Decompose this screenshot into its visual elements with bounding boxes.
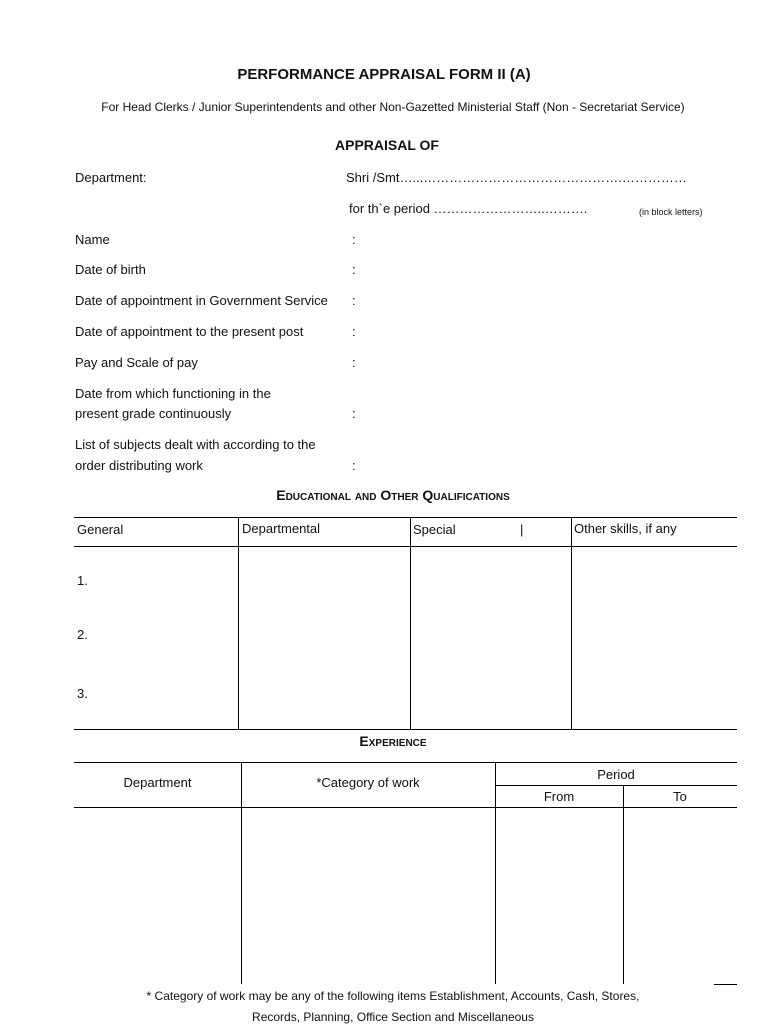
period-field: for th`e period ……………………..………. [349,201,588,216]
appointment-govt-colon: : [352,293,356,308]
form-title: PERFORMANCE APPRAISAL FORM II (A) [237,66,531,83]
exp-col-department: Department [123,775,192,790]
appointment-present-label: Date of appointment to the present post [75,324,304,339]
name-colon: : [352,232,356,247]
qual-col-departmental: Departmental [242,521,321,536]
exp-col-category: *Category of work [316,775,420,790]
form-subtitle: For Head Clerks / Junior Superintendents and other Non-Gazetted Ministerial Staff (Non - Secretariat Service) [101,100,685,114]
functioning-grade-label-2: present grade continuously [75,406,232,421]
qual-col-general: General [77,522,124,537]
qual-row-2: 2. [77,627,88,642]
exp-col-period: Period [597,767,635,782]
qual-col-separator: | [520,522,524,537]
pay-scale-label: Pay and Scale of pay [75,355,198,370]
subjects-colon: : [352,458,356,473]
subjects-label-1: List of subjects dealt with according to the [75,437,316,452]
qual-row-3: 3. [77,686,88,701]
qualifications-heading: Educational and Other Qualifications [276,487,510,503]
block-letters-note: (in block letters) [639,207,703,217]
appointment-govt-label: Date of appointment in Government Service [75,293,328,308]
qual-col-other-skills: Other skills, if any [574,521,677,536]
shri-smt-field: Shri /Smt…...……………………………………….…………… [346,170,687,185]
dob-colon: : [352,262,356,277]
qual-row-1: 1. [77,573,88,588]
name-label: Name [75,232,110,247]
functioning-grade-colon: : [352,406,356,421]
exp-col-from: From [543,789,575,804]
experience-heading: Experience [359,733,427,749]
dob-label: Date of birth [75,262,146,277]
subjects-label-2: order distributing work [75,458,203,473]
pay-scale-colon: : [352,355,356,370]
footnote-line-2: Records, Planning, Office Section and Miscellaneous [252,1010,534,1024]
exp-col-to: To [673,789,687,804]
footnote-line-1: * Category of work may be any of the following items Establishment, Accounts, Cash, Stores, [146,989,640,1003]
qual-col-special: Special [413,522,456,537]
appointment-present-colon: : [352,324,356,339]
functioning-grade-label-1: Date from which functioning in the [75,386,271,401]
department-label: Department: [75,170,147,185]
appraisal-of-heading: APPRAISAL OF [335,137,439,153]
